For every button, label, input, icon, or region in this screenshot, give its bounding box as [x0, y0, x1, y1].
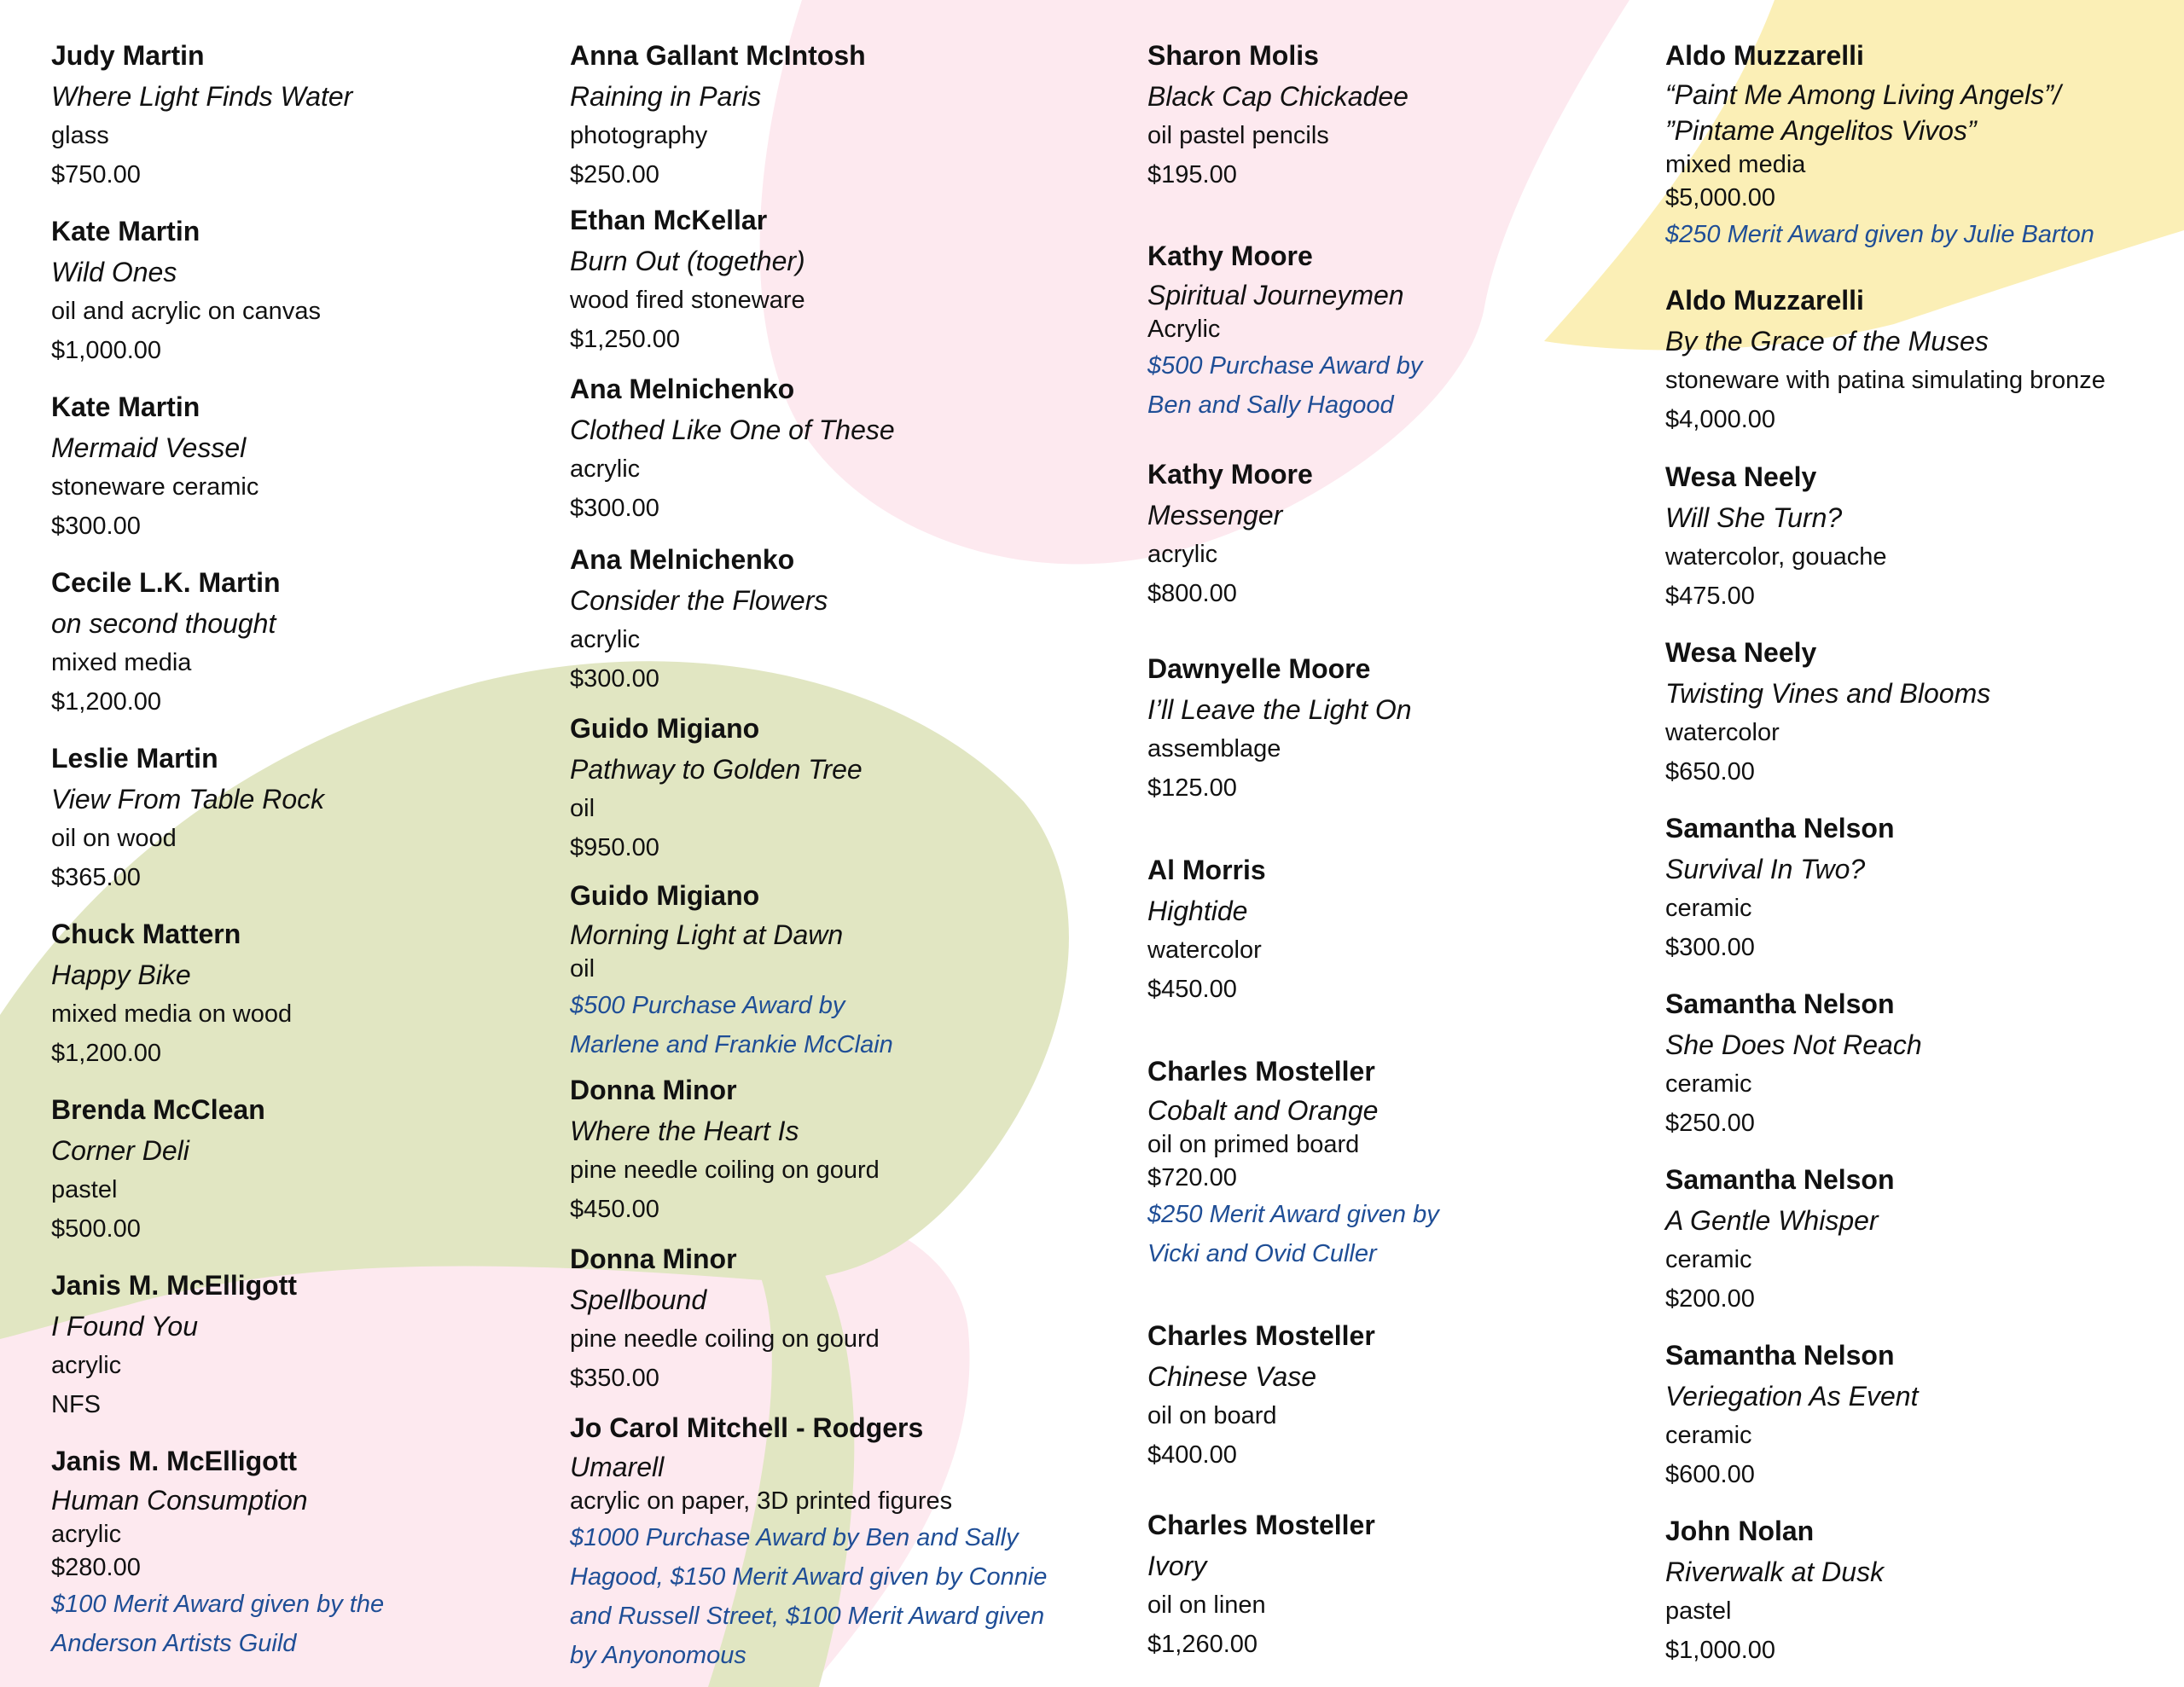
artwork-entry [570, 368, 1099, 538]
artwork-medium: pastel [51, 1176, 118, 1203]
artwork-price: $350.00 [570, 1365, 659, 1392]
artwork-price: $300.00 [51, 513, 141, 540]
artwork-price: $1,200.00 [51, 688, 162, 716]
artwork-price: $1,250.00 [570, 326, 681, 353]
artwork-title: Consider the Flowers [570, 585, 828, 616]
artwork-medium: oil on board [1147, 1402, 1277, 1429]
artwork-title: Cobalt and Orange [1147, 1095, 1379, 1126]
artist-name: Cecile L.K. Martin [51, 567, 281, 598]
artist-name: Guido Migiano [570, 880, 760, 911]
artwork-medium: oil and acrylic on canvas [51, 298, 321, 325]
artwork-price: $250.00 [570, 161, 659, 188]
artwork-medium: acrylic [570, 626, 641, 653]
artwork-medium: oil on primed board [1147, 1131, 1360, 1158]
artwork-title: Clothed Like One of These [570, 415, 895, 445]
artwork-price: $125.00 [1147, 774, 1237, 802]
artwork-medium: mixed media on wood [51, 1000, 293, 1028]
artwork-medium: stoneware with patina simulating bronze [1665, 367, 2106, 394]
artwork-medium: pine needle coiling on gourd [570, 1157, 880, 1184]
award-note: $250 Merit Award given by Vicki and Ovid Culler [1147, 1201, 1439, 1267]
artwork-title: Pathway to Golden Tree [570, 754, 863, 785]
artwork-entry [1665, 1334, 2177, 1510]
artist-name: Anna Gallant McIntosh [570, 40, 866, 71]
artwork-price: $750.00 [51, 161, 141, 188]
artwork-price: $300.00 [1665, 934, 1755, 961]
artist-name: Kate Martin [51, 216, 200, 246]
artist-name: Chuck Mattern [51, 919, 241, 949]
artwork-title: A Gentle Whisper [1665, 1205, 1879, 1236]
artist-name: Samantha Nelson [1665, 1340, 1895, 1371]
artwork-entry [1665, 631, 2177, 807]
artist-name: Charles Mosteller [1147, 1320, 1375, 1351]
artwork-medium: pastel [1665, 1597, 1732, 1625]
column-4 [1665, 34, 2177, 1670]
artwork-price: $450.00 [570, 1196, 659, 1223]
artwork-entry [570, 707, 1099, 874]
artwork-title: Happy Bike [51, 959, 191, 990]
artist-name: Sharon Molis [1147, 40, 1319, 71]
artwork-title: Survival In Two? [1665, 854, 1866, 884]
artwork-medium: watercolor [1665, 719, 1780, 746]
artwork-title: Hightide [1147, 896, 1248, 926]
artist-name: Janis M. McElligott [51, 1270, 298, 1301]
artwork-title: Where Light Finds Water [51, 81, 353, 112]
artwork-entry [1147, 1050, 1625, 1314]
artwork-entry [51, 34, 529, 210]
artwork-entry [51, 737, 529, 913]
column-3 [1147, 34, 1625, 1664]
artist-name: Kate Martin [51, 391, 200, 422]
artwork-entry [51, 1264, 529, 1440]
artwork-title: Burn Out (together) [570, 246, 805, 276]
artist-name: Samantha Nelson [1665, 813, 1895, 844]
award-note: $250 Merit Award given by Julie Barton [1665, 221, 2094, 248]
artwork-price: $4,000.00 [1665, 406, 1776, 433]
artwork-medium: assemblage [1147, 735, 1281, 762]
artwork-title: Veriegation As Event [1665, 1381, 1919, 1412]
artwork-medium: watercolor [1147, 936, 1262, 964]
artwork-title: “Paint Me Among Living Angels”/ [1665, 79, 2061, 110]
artist-name: Wesa Neely [1665, 461, 1817, 492]
artwork-title: Where the Heart Is [570, 1116, 799, 1146]
artwork-title: Wild Ones [51, 257, 177, 287]
award-note: $500 Purchase Award by Ben and Sally Hagood [1147, 352, 1423, 419]
artwork-medium: stoneware ceramic [51, 473, 259, 501]
artist-name: Leslie Martin [51, 743, 218, 774]
artwork-price: $1,260.00 [1147, 1631, 1258, 1658]
artwork-medium: oil on linen [1147, 1591, 1266, 1619]
artwork-entry [570, 1406, 1099, 1675]
artwork-medium: acrylic on paper, 3D printed figures [570, 1487, 953, 1515]
artwork-entry [570, 1238, 1099, 1406]
artwork-price: $280.00 [51, 1554, 141, 1581]
artwork-title: Messenger [1147, 500, 1283, 530]
artist-name: Judy Martin [51, 40, 205, 71]
artwork-medium: glass [51, 122, 109, 149]
artwork-medium: acrylic [51, 1352, 122, 1379]
artist-name: Kathy Moore [1147, 241, 1313, 271]
award-note: $100 Merit Award given by the Anderson Artists Guild [51, 1591, 385, 1657]
artwork-price: $300.00 [570, 495, 659, 522]
artist-name: Brenda McClean [51, 1094, 265, 1125]
artwork-entry [51, 1440, 529, 1663]
artist-name: Ana Melnichenko [570, 544, 795, 575]
artwork-entry [1665, 279, 2177, 455]
artwork-entry [1147, 1504, 1625, 1664]
artwork-entry [51, 561, 529, 737]
artwork-entry [1147, 1314, 1625, 1504]
artwork-title: Spiritual Journeymen [1147, 280, 1404, 310]
artwork-title: She Does Not Reach [1665, 1029, 1922, 1060]
artwork-medium: oil [570, 795, 595, 822]
artist-name: Aldo Muzzarelli [1665, 40, 1864, 71]
artwork-medium: ceramic [1665, 1246, 1752, 1273]
artwork-entry [570, 1069, 1099, 1238]
artist-name: Kathy Moore [1147, 459, 1313, 490]
artwork-title: Human Consumption [51, 1485, 308, 1516]
artwork-title: Riverwalk at Dusk [1665, 1557, 1885, 1587]
artwork-title-line-2: ”Pintame Angelitos Vivos” [1665, 115, 1977, 146]
artwork-title: Corner Deli [51, 1135, 189, 1166]
artwork-price: $450.00 [1147, 976, 1237, 1003]
artwork-price: $475.00 [1665, 583, 1755, 610]
artwork-entry [1665, 34, 2177, 279]
artwork-entry [1147, 235, 1625, 453]
artist-name: Wesa Neely [1665, 637, 1817, 668]
artwork-price: NFS [51, 1391, 101, 1418]
artwork-entry [1665, 1510, 2177, 1670]
artist-name: Donna Minor [570, 1075, 737, 1105]
artwork-entry [51, 386, 529, 561]
artwork-title: Spellbound [570, 1284, 707, 1315]
artwork-entry [570, 199, 1099, 368]
artwork-title: Mermaid Vessel [51, 432, 247, 463]
artwork-title: I Found You [51, 1311, 198, 1342]
artwork-medium: Acrylic [1147, 316, 1221, 343]
artwork-entry [570, 34, 1099, 199]
artwork-medium: acrylic [51, 1521, 122, 1548]
artwork-title: Umarell [570, 1452, 665, 1482]
artwork-title: By the Grace of the Muses [1665, 326, 1989, 357]
artist-name: Charles Mosteller [1147, 1056, 1375, 1087]
artwork-entry [1665, 455, 2177, 631]
artwork-title: Chinese Vase [1147, 1361, 1317, 1392]
artwork-price: $1,000.00 [51, 337, 162, 364]
artwork-title: Black Cap Chickadee [1147, 81, 1409, 112]
artwork-title: Raining in Paris [570, 81, 762, 112]
artwork-entry [1147, 34, 1625, 235]
artwork-medium: pine needle coiling on gourd [570, 1325, 880, 1353]
artist-name: Ana Melnichenko [570, 374, 795, 404]
artwork-entry [1665, 983, 2177, 1158]
artwork-price: $250.00 [1665, 1110, 1755, 1137]
artist-name: Donna Minor [570, 1244, 737, 1274]
artwork-price: $200.00 [1665, 1285, 1755, 1313]
artist-name: Samantha Nelson [1665, 1164, 1895, 1195]
artwork-medium: ceramic [1665, 895, 1752, 922]
artwork-entry [1147, 647, 1625, 849]
artwork-price: $400.00 [1147, 1441, 1237, 1469]
artist-name: Ethan McKellar [570, 205, 768, 235]
artwork-title: Ivory [1147, 1551, 1207, 1581]
artwork-entry [51, 1088, 529, 1264]
column-2 [570, 34, 1099, 1675]
artwork-title: on second thought [51, 608, 276, 639]
artwork-price: $195.00 [1147, 161, 1237, 188]
artist-name: Guido Migiano [570, 713, 760, 744]
artwork-medium: ceramic [1665, 1422, 1752, 1449]
artwork-price: $720.00 [1147, 1164, 1237, 1191]
artwork-price: $1,000.00 [1665, 1637, 1776, 1664]
artist-name: Al Morris [1147, 855, 1266, 885]
artwork-medium: watercolor, gouache [1665, 543, 1887, 571]
artwork-title: View From Table Rock [51, 784, 325, 815]
artwork-entry [1147, 453, 1625, 647]
artist-name: Charles Mosteller [1147, 1510, 1375, 1540]
artwork-medium: mixed media [51, 649, 192, 676]
artwork-medium: acrylic [570, 455, 641, 483]
artist-name: Dawnyelle Moore [1147, 653, 1371, 684]
artwork-medium: wood fired stoneware [570, 287, 805, 314]
artwork-price: $1,200.00 [51, 1040, 162, 1067]
award-note: $500 Purchase Award by Marlene and Frankie McClain [570, 992, 893, 1058]
artwork-price: $300.00 [570, 665, 659, 693]
artwork-medium: acrylic [1147, 541, 1218, 568]
artwork-medium: oil on wood [51, 825, 177, 852]
artwork-price: $500.00 [51, 1215, 141, 1243]
artwork-entry [51, 913, 529, 1088]
artwork-medium: photography [570, 122, 708, 149]
artwork-price: $950.00 [570, 834, 659, 861]
artwork-entry [1147, 849, 1625, 1050]
artwork-price: $365.00 [51, 864, 141, 891]
artwork-medium: ceramic [1665, 1070, 1752, 1098]
artwork-title: Twisting Vines and Blooms [1665, 678, 1991, 709]
artwork-price: $5,000.00 [1665, 184, 1776, 212]
artist-name: Aldo Muzzarelli [1665, 285, 1864, 316]
artist-name: Samantha Nelson [1665, 988, 1895, 1019]
award-note: $1000 Purchase Award by Ben and Sally Hagood, $150 Merit Award given by Connie and Russell Street, $100 Merit Award given by Anyonomous [570, 1524, 1048, 1669]
artist-name: John Nolan [1665, 1516, 1815, 1546]
artist-name: Jo Carol Mitchell - Rodgers [570, 1412, 924, 1443]
artwork-medium: oil [570, 955, 595, 983]
artwork-title: Will She Turn? [1665, 502, 1843, 533]
artwork-entry [1665, 1158, 2177, 1334]
artwork-price: $800.00 [1147, 580, 1237, 607]
artwork-entry [1665, 807, 2177, 983]
artwork-title: Morning Light at Dawn [570, 919, 844, 950]
column-1 [51, 34, 529, 1663]
artwork-entry [51, 210, 529, 386]
artwork-price: $600.00 [1665, 1461, 1755, 1488]
artwork-entry [570, 874, 1099, 1069]
artwork-medium: oil pastel pencils [1147, 122, 1329, 149]
artwork-title: I’ll Leave the Light On [1147, 694, 1412, 725]
artwork-medium: mixed media [1665, 151, 1806, 178]
artwork-entry [570, 538, 1099, 707]
artist-name: Janis M. McElligott [51, 1446, 298, 1476]
artwork-price: $650.00 [1665, 758, 1755, 786]
